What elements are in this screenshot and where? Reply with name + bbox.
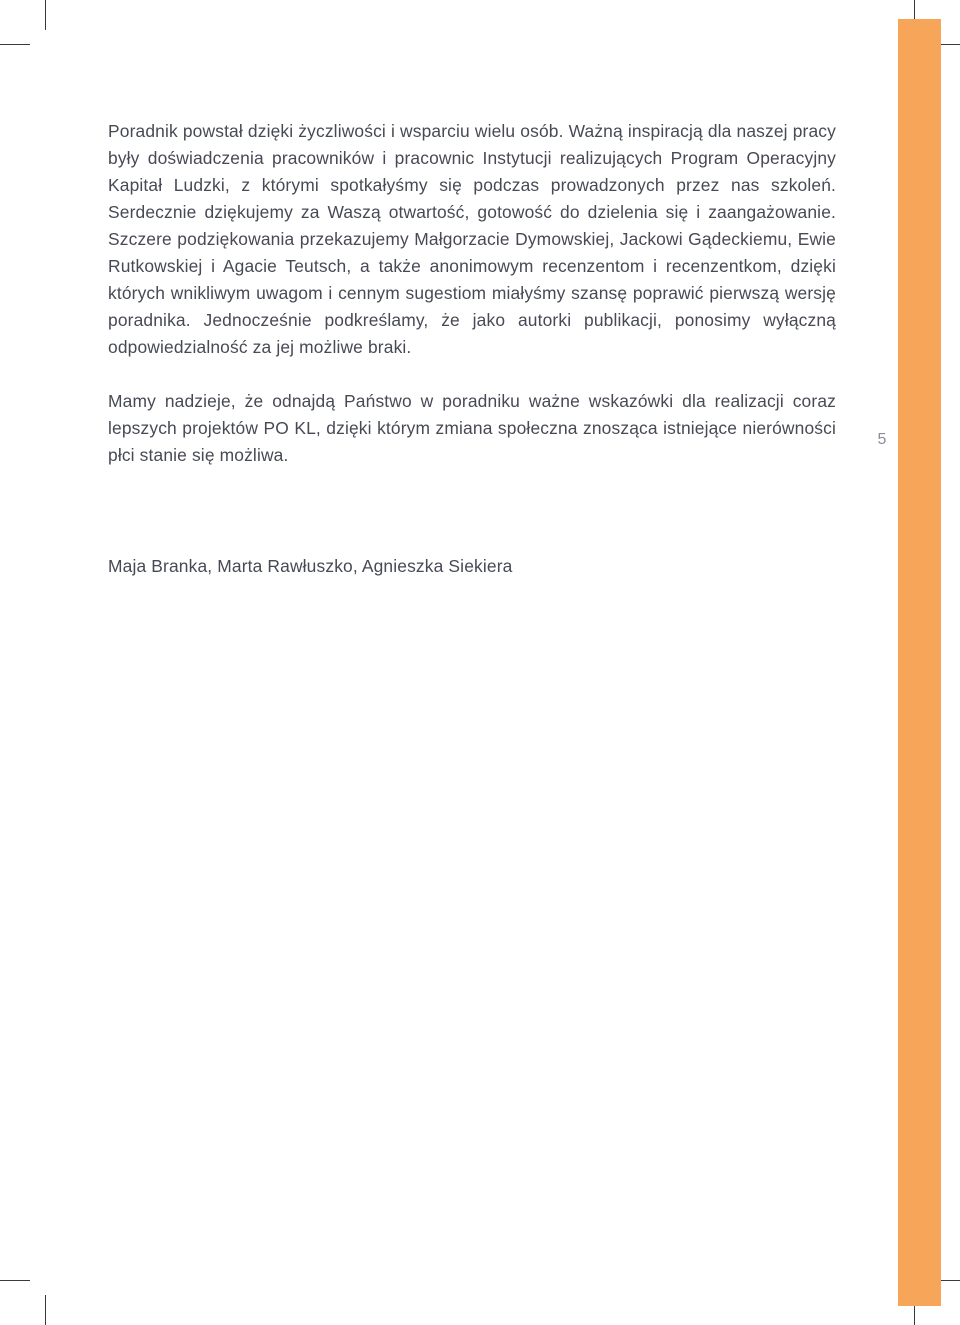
accent-side-band: [898, 19, 941, 1306]
closing-paragraph: Mamy nadzieje, że odnajdą Państwo w poradniku ważne wskazówki dla realizacji coraz lepszych projektów PO KL, dzięki którym zmiana społeczna znosząca istniejące nierówności płci stanie się możliwa.: [108, 391, 836, 465]
crop-mark-bottom-left-vertical: [45, 1295, 46, 1325]
crop-mark-top-left-vertical: [45, 0, 46, 30]
acknowledgements-body: [108, 118, 836, 469]
page-number: 5: [877, 431, 887, 448]
authors-signature: Maja Branka, Marta Rawłuszko, Agnieszka Siekiera: [108, 556, 513, 576]
crop-mark-top-left-horizontal: [0, 44, 30, 45]
crop-mark-bottom-left-horizontal: [0, 1280, 30, 1281]
acknowledgements-paragraph: Poradnik powstał dzięki życzliwości i wsparciu wielu osób. Ważną inspiracją dla naszej pracy były doświadczenia pracowników i pracownic Instytucji realizujących Program Operacyjny Kapitał Ludzki, z którymi spotkałyśmy się podczas prowadzonych przez nas szkoleń. Serdecznie dziękujemy za Waszą otwartość, gotowość do dzielenia się i zaangażowanie. Szczere podziękowania przekazujemy Małgorzacie Dymowskiej, Jackowi Gądeckiemu, Ewie Rutkowskiej i Agacie Teutsch, a także anonimowym recenzentom i recenzentkom, dzięki których wnikliwym uwagom i cennym sugestiom miałyśmy szansę poprawić pierwszą wersję poradnika. Jednocześnie podkreślamy, że jako autorki publikacji, ponosimy wyłączną odpowiedzialność za jej możliwe braki.: [108, 121, 836, 357]
